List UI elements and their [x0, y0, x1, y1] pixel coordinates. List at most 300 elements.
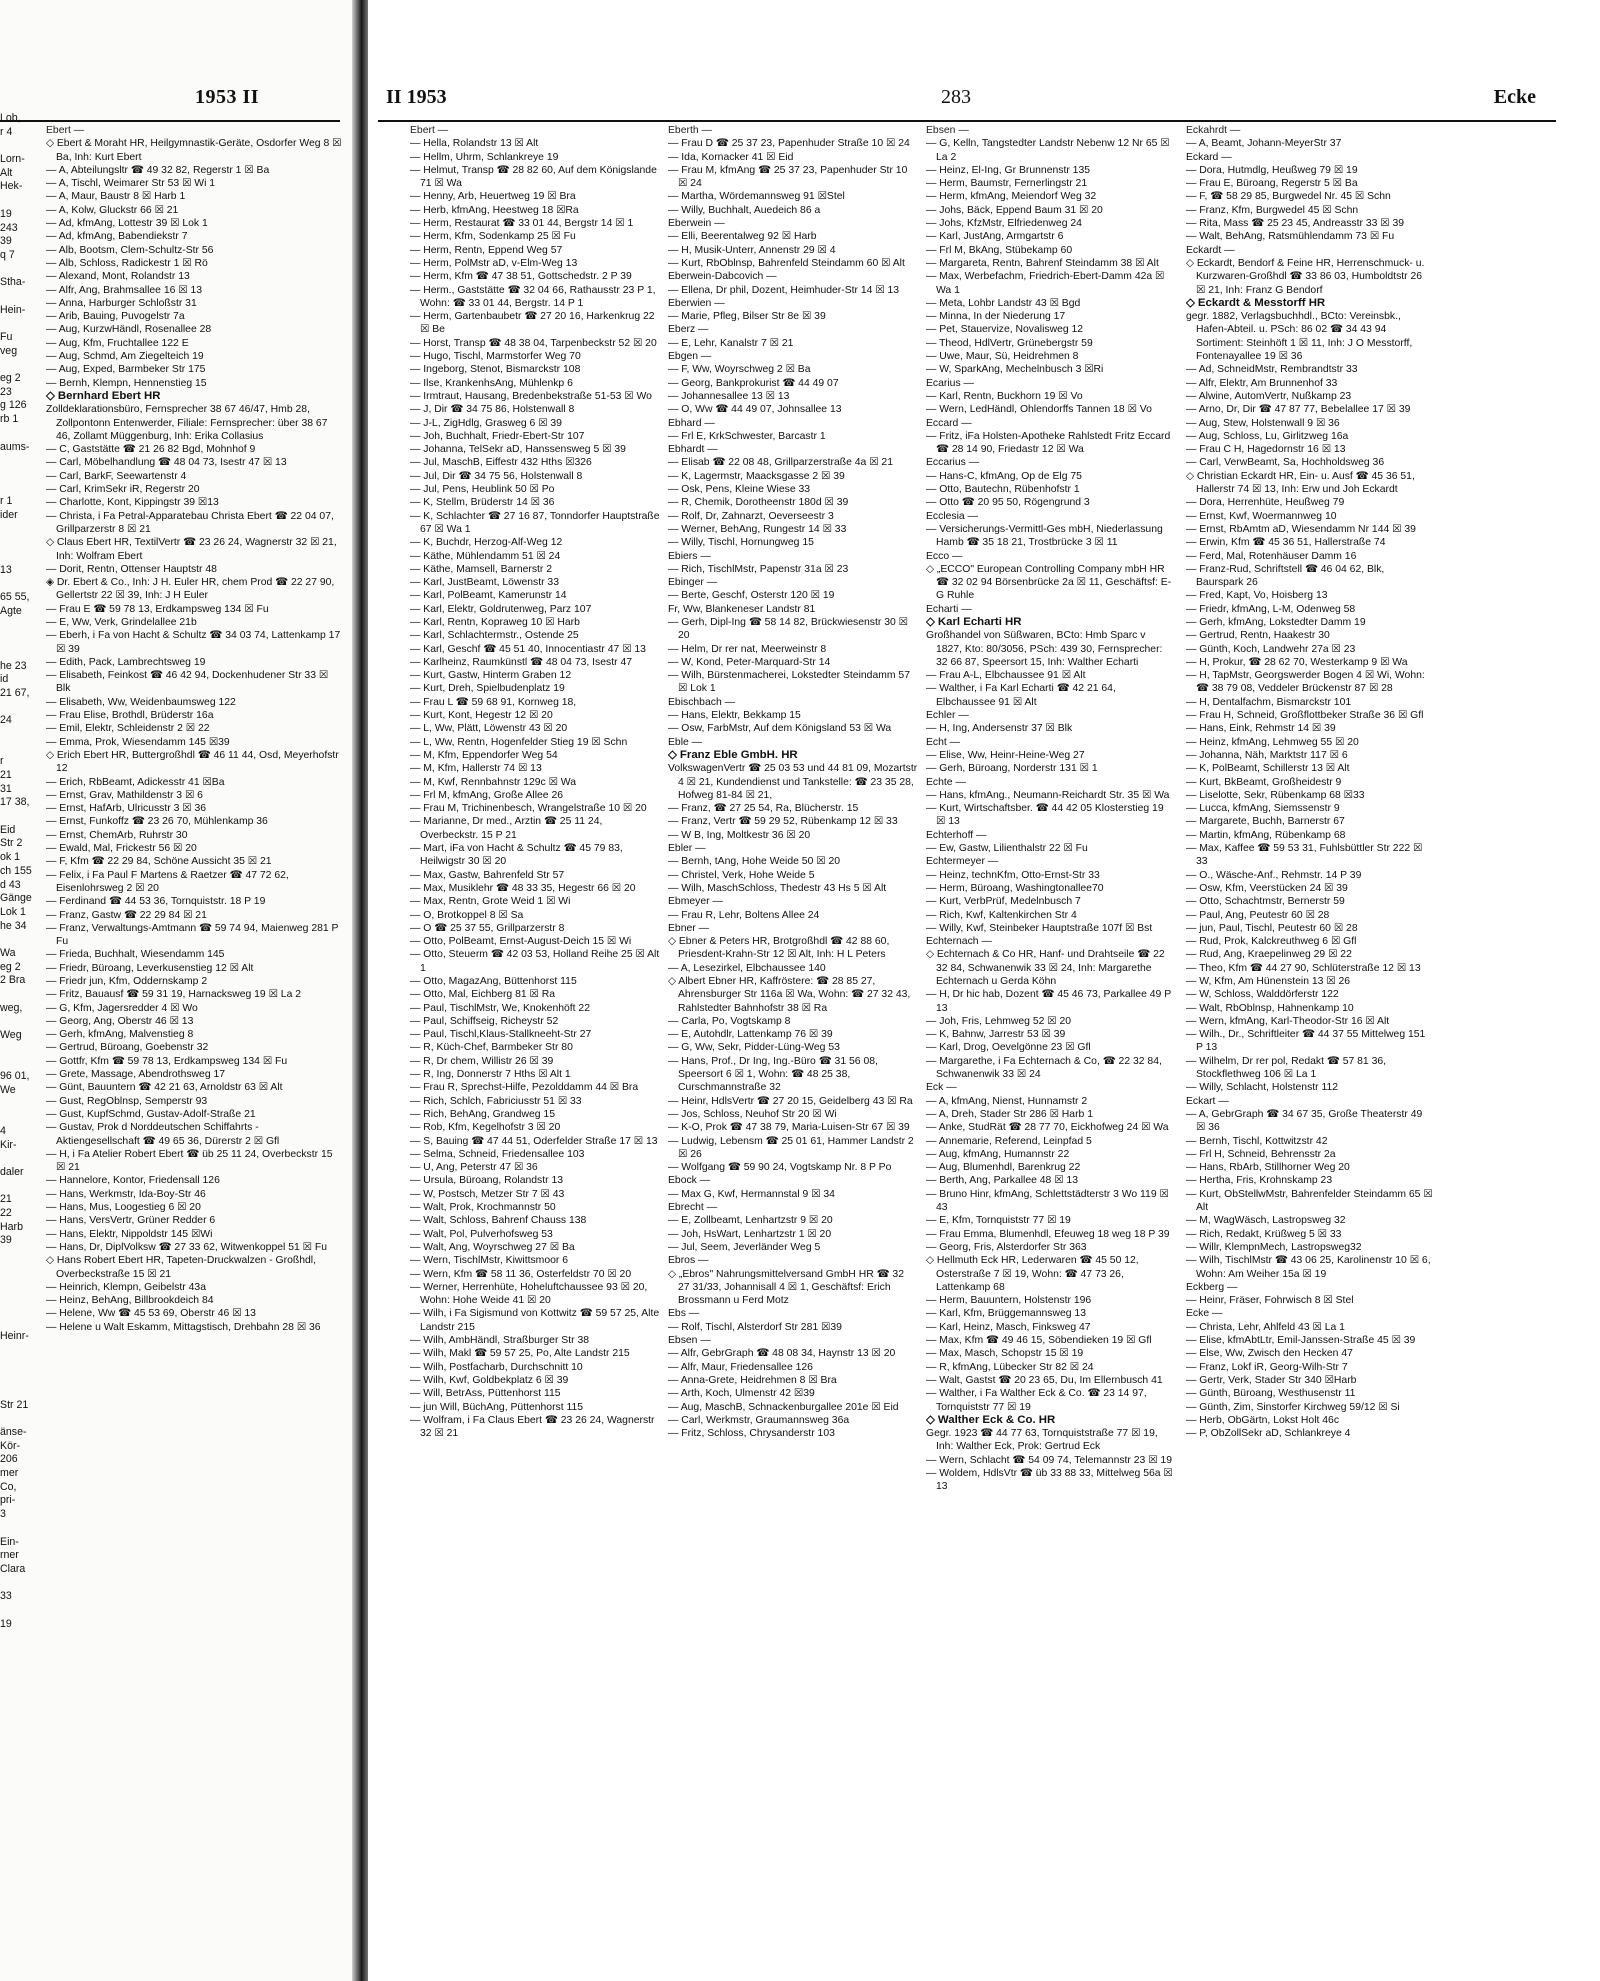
directory-entry: — Frau L ☎ 59 68 91, Kornweg 18, [410, 696, 577, 708]
directory-entry: gegr. 1882, Verlagsbuchhdl., BCto: Vereinsbk., Hafen-Abteil. u. PSch: 86 02 ☎ 34 43 94 Sortiment: Steinhöft 1 ☒ 11, Inh: J O Messtorff, Fontenayallee 19 ☒ 36 [1186, 311, 1413, 363]
directory-entry: — R, kfmAng, Lübecker Str 82 ☒ 24 [926, 1361, 1094, 1373]
right-header-rule [378, 120, 1556, 122]
directory-entry: — Kurt, Kont, Hegestr 12 ☒ 20 [410, 710, 553, 722]
directory-entry: — Walt, Schloss, Bahrenf Chauss 138 [410, 1215, 587, 1227]
margin-fragment: rner [0, 1549, 19, 1562]
directory-entry: Ebhard — [668, 417, 715, 429]
directory-entry: — Herm, Kfm, Sodenkamp 25 ☒ Fu [410, 231, 576, 243]
directory-entry: Eberwein-Dabcovich — [668, 271, 777, 283]
directory-entry: — W, Schloss, Walddörferstr 122 [1186, 989, 1339, 1001]
directory-entry: — Herm, Bauuntern, Holstenstr 196 [926, 1295, 1092, 1307]
directory-entry: — E, Lehr, Kanalstr 7 ☒ 21 [668, 337, 794, 349]
directory-entry: Eberz — [668, 324, 709, 336]
directory-column-3 [926, 124, 1174, 1494]
directory-entry: VolkswagenVertr ☎ 25 03 53 und 44 81 09, Mozartstr 4 ☒ 21, Kundendienst und Tankstelle: ☎ 23 35 28, Hofweg 81-84 ☒ 21, [668, 763, 918, 801]
directory-entry: Eccard — [926, 417, 972, 429]
directory-entry: — Gust, KupfSchmd, Gustav-Adolf-Straße 21 [46, 1108, 256, 1120]
directory-entry: — Uwe, Maur, Sü, Heidrehmen 8 [926, 351, 1079, 363]
directory-entry: — Wilh, AmbHändl, Straßburger Str 38 [410, 1335, 590, 1347]
directory-entry: ◇ Ebner & Peters HR, Brotgroßhdl ☎ 42 88 60, Priesdent-Krahn-Str 12 ☒ Alt, Inh: H L Peters [668, 936, 890, 961]
directory-entry: — Liselotte, Sekr, Rübenkamp 68 ☒33 [1186, 789, 1365, 801]
left-header-rule [0, 120, 340, 122]
directory-entry: — O, Ww ☎ 44 49 07, Johnsallee 13 [668, 404, 842, 416]
directory-entry: Gegr. 1923 ☎ 44 77 63, Tornquiststraße 77 ☒ 19, Inh: Walther Eck, Prok: Gertrud Eck [926, 1428, 1158, 1453]
directory-entry: — Emma, Prok, Wiesendamm 145 ☒39 [46, 736, 230, 748]
margin-fragment [0, 317, 42, 331]
directory-entry: — Alwine, AutomVertr, Nußkamp 23 [1186, 390, 1352, 402]
directory-entry: Eble — [668, 736, 703, 748]
margin-fragment: weg, [0, 1001, 23, 1014]
directory-entry: — Wern, Schlacht ☎ 54 09 74, Telemannstr 23 ☒ 19 [926, 1454, 1172, 1466]
directory-entry: — Carl, Möbelhandlung ☎ 48 04 73, Isestr 47 ☒ 13 [46, 457, 287, 469]
directory-entry: — Frau A-L, Elbchaussee 91 ☒ Alt [926, 670, 1086, 682]
directory-entry: — Erich, RbBeamt, Adickesstr 41 ☒Ba [46, 776, 225, 788]
directory-entry: — Heinrich, Klempn, Geibelstr 43a [46, 1281, 206, 1293]
margin-fragment [0, 1358, 42, 1372]
directory-entry: — Aug, Kfm, Fruchtallee 122 E [46, 337, 189, 349]
directory-entry: — Käthe, Mühlendamm 51 ☒ 24 [410, 550, 561, 562]
directory-entry: — Günth, Koch, Landwehr 27a ☒ 23 [1186, 643, 1356, 655]
directory-entry: Eckart — [1186, 1095, 1229, 1107]
directory-entry: — jun Will, BüchAng, Püttenhorst 115 [410, 1401, 584, 1413]
directory-entry: — Anna-Grete, Heidrehmen 8 ☒ Bra [668, 1374, 837, 1386]
margin-fragment: Str 2 [0, 837, 23, 850]
directory-entry: — Günth, Zim, Sinstorfer Kirchweg 59/12 ☒ Si [1186, 1401, 1400, 1413]
directory-entry: — E, Autohdlr, Lattenkamp 76 ☒ 39 [668, 1029, 833, 1041]
directory-entry: — Herm, kfmAng, Meiendorf Weg 32 [926, 191, 1097, 203]
margin-fragment [0, 933, 42, 947]
margin-fragment: 21 [0, 1193, 12, 1206]
directory-entry: Großhandel von Süßwaren, BCto: Hmb Sparc v 1827, Kto: 80/3056, PSch: 439 30, Fernsprecher: 32 66 87, Speersort 15, Inh: Walther Echarti [926, 630, 1163, 668]
directory-entry: — Karl, Elektr, Goldrutenweg, Parz 107 [410, 603, 592, 615]
directory-entry: — H, i Fa Atelier Robert Ebert ☎ üb 25 11 24, Overbeckstr 15 ☒ 21 [46, 1148, 333, 1174]
directory-entry: — H, Prokur, ☎ 28 62 70, Westerkamp 9 ☒ Wa [1186, 656, 1408, 668]
directory-entry: — Heinz, kfmAng, Lehmweg 55 ☒ 20 [1186, 736, 1359, 748]
margin-fragment [0, 454, 42, 468]
directory-entry: — Hertha, Fris, Krohnskamp 23 [1186, 1175, 1333, 1187]
margin-fragment [0, 358, 42, 372]
directory-entry: — Ida, Kornacker 41 ☒ Eid [668, 151, 794, 163]
directory-entry: ◇ Hellmuth Eck HR, Lederwaren ☎ 45 50 12, Osterstraße 7 ☒ 19, Wohn: ☎ 47 73 26, Lattenkamp 68 [926, 1255, 1139, 1293]
directory-entry: ◇ Eckardt & Messtorff HR [1186, 296, 1326, 309]
directory-entry: Echtermeyer — [926, 856, 999, 868]
directory-entry: — Rob, Kfm, Kegelhofstr 3 ☒ 20 [410, 1122, 561, 1134]
right-page-header [386, 86, 1536, 116]
directory-entry: — K, Bahnw, Jarrestr 53 ☒ 39 [926, 1029, 1066, 1041]
margin-fragment: eg 2 [0, 372, 21, 385]
margin-fragment: ider [0, 508, 18, 521]
directory-entry: — H, Dentalfachm, Bismarckstr 101 [1186, 696, 1352, 708]
directory-column-2 [668, 124, 918, 1440]
directory-entry: — Will, BetrAss, Püttenhorst 115 [410, 1388, 561, 1400]
margin-fragment: Eid [0, 823, 16, 836]
directory-entry: — Osw, Kfm, Veerstücken 24 ☒ 39 [1186, 882, 1348, 894]
directory-entry: — Franz, Kfm, Burgwedel 45 ☒ Schn [1186, 204, 1359, 216]
directory-entry: — Wilh, Makl ☎ 59 57 25, Po, Alte Landstr 215 [410, 1348, 630, 1360]
directory-entry: — Fritz, Schloss, Chrysanderstr 103 [668, 1428, 835, 1440]
margin-fragment: g 126 [0, 399, 27, 412]
directory-entry: — Woldem, HdlsVtr ☎ üb 33 88 33, Mittelweg 56a ☒ 13 [926, 1467, 1173, 1493]
margin-fragment [0, 1111, 42, 1125]
directory-entry: — Edith, Pack, Lambrechtsweg 19 [46, 656, 206, 668]
margin-fragment: r 1 [0, 495, 13, 508]
margin-fragment: aums- [0, 440, 30, 453]
directory-entry: — Max, Musiklehr ☎ 48 33 35, Hegestr 66 ☒ 20 [410, 882, 636, 894]
directory-entry: — Rolf, Dr, Zahnarzt, Oeverseestr 3 [668, 510, 834, 522]
margin-fragment: 4 [0, 1124, 6, 1137]
directory-entry: Echt — [926, 736, 961, 748]
margin-fragment [0, 427, 42, 441]
directory-entry: Ecarius — [926, 377, 974, 389]
directory-entry: — Hella, Rolandstr 13 ☒ Alt [410, 138, 539, 150]
directory-entry: — Dorit, Rentn, Ottenser Hauptstr 48 [46, 563, 217, 575]
directory-entry: — Meta, Lohbr Landstr 43 ☒ Bgd [926, 297, 1081, 309]
directory-entry: — H, TapMstr, Georgswerder Bogen 4 ☒ Wi, Wohn: ☎ 38 79 08, Veddeler Brückenstr 87 ☒ 28 [1186, 670, 1425, 695]
directory-entry: — Frau E ☎ 59 78 13, Erdkampsweg 134 ☒ Fu [46, 603, 269, 615]
margin-fragment [0, 1015, 42, 1029]
directory-entry: — Fritz, Bauausf ☎ 59 31 19, Harnacksweg 19 ☒ La 2 [46, 989, 302, 1001]
margin-fragment: 19 [0, 207, 12, 220]
directory-column-4 [1186, 124, 1434, 1440]
directory-entry: — Wern, LedHändl, Ohlendorffs Tannen 18 ☒ Vo [926, 404, 1152, 416]
directory-entry: — Gottfr, Kfm ☎ 59 78 13, Erdkampsweg 134 ☒ Fu [46, 1055, 288, 1067]
margin-fragment: 17 38, [0, 796, 30, 809]
directory-entry: — Kurt, Wirtschaftsber. ☎ 44 42 05 Klosterstieg 19 ☒ 13 [926, 803, 1164, 828]
directory-entry: — Gertrud, Rentn, Haakestr 30 [1186, 630, 1330, 642]
margin-fragment: änse- [0, 1426, 27, 1438]
directory-entry: — U, Ang, Peterstr 47 ☒ 36 [410, 1162, 538, 1174]
directory-entry: — Gerh, Büroang, Norderstr 131 ☒ 1 [926, 763, 1098, 775]
directory-entry: Eckardt — [1186, 244, 1235, 256]
header-running-word: Ecke [1493, 86, 1536, 108]
margin-fragment: Agte [0, 604, 22, 617]
directory-entry: — Else, Ww, Zwisch den Hecken 47 [1186, 1348, 1353, 1360]
directory-entry: — Gerh, kfmAng, Malvenstieg 8 [46, 1029, 194, 1041]
directory-entry: Ebner — [668, 922, 710, 934]
directory-entry: — Franz, Vertr ☎ 59 29 52, Rübenkamp 12 ☒ 33 [668, 816, 898, 828]
directory-entry: — Osk, Pens, Kleine Wiese 33 [668, 484, 811, 496]
directory-entry: — Horst, Transp ☎ 48 38 04, Tarpenbeckstr 52 ☒ 20 [410, 337, 657, 349]
directory-entry: — A, Beamt, Johann-MeyerStr 37 [1186, 138, 1342, 150]
column-head: Ebsen — [926, 125, 969, 136]
margin-fragment: 21 67, [0, 686, 30, 699]
directory-entry: — Margarete, Buchh, Barnerstr 67 [1186, 816, 1345, 828]
directory-entry: — Friedr, Büroang, Leverkusenstieg 12 ☒ Alt [46, 962, 254, 974]
left-page-header: 1953 II [195, 86, 260, 108]
margin-fragment [0, 1317, 42, 1331]
directory-entry: — Willy, Buchhalt, Auedeich 86 a [668, 204, 821, 216]
directory-entry: — Ewald, Mal, Frickestr 56 ☒ 20 [46, 843, 197, 855]
directory-entry: — Heinr, HdlsVertr ☎ 27 20 15, Geidelberg 43 ☒ Ra [668, 1095, 913, 1107]
left-page-column [46, 124, 342, 1334]
directory-entry: — Rich, TischlMstr, Papenstr 31a ☒ 23 [668, 563, 849, 575]
directory-entry: — Karl, Drog, Oevelgönne 23 ☒ Gfl [926, 1042, 1091, 1054]
directory-entry: — Kurt, ObStellwMstr, Bahrenfelder Steindamm 65 ☒ Alt [1186, 1188, 1433, 1214]
directory-entry: — Marianne, Dr med., Arztin ☎ 25 11 24, Overbeckstr. 15 P 21 [410, 816, 603, 841]
directory-entry: — Otto, Schachtmstr, Bernerstr 59 [1186, 896, 1345, 908]
directory-entry: — J-L, ZigHdlg, Grasweg 6 ☒ 39 [410, 417, 562, 429]
directory-entry: — Walt, Ang, Woyrschweg 27 ☒ Ba [410, 1241, 575, 1253]
directory-entry: — O ☎ 25 37 55, Grillparzerstr 8 [410, 922, 565, 934]
directory-entry: Ecclesia — [926, 510, 978, 522]
directory-entry: — Hans, kfmAng., Neumann-Reichardt Str. 35 ☒ Wa [926, 789, 1170, 801]
directory-entry: — Osw, FarbMstr, Auf dem Königsland 53 ☒ Wa [668, 723, 892, 735]
directory-entry: — Versicherungs-Vermittl-Ges mbH, Niederlassung Hamb ☎ 35 18 21, Trostbrücke 3 ☒ 11 [926, 523, 1163, 549]
directory-entry: — Ludwig, Lebensm ☎ 25 01 61, Hammer Landstr 2 ☒ 26 [668, 1135, 914, 1160]
column-head: Eckahrdt — [1186, 125, 1241, 136]
margin-fragment: q 7 [0, 248, 15, 261]
directory-entry: — Ew, Gastw, Lilienthalstr 22 ☒ Fu [926, 843, 1088, 855]
directory-entry: — O., Wäsche-Anf., Rehmstr. 14 P 39 [1186, 869, 1362, 881]
directory-entry: — Felix, i Fa Paul F Martens & Raetzer ☎ 47 72 62, Eisenlohrsweg 2 ☒ 20 [46, 869, 289, 894]
directory-entry: Echternach — [926, 936, 992, 948]
directory-entry: — Fritz, iFa Holsten-Apotheke Rahlstedt Fritz Eccard ☎ 28 14 90, Friedastr 12 ☒ Wa [926, 430, 1171, 456]
margin-fragment: 206 [0, 1453, 18, 1466]
directory-entry: — Otto, PolBeamt, Ernst-August-Deich 15 ☒ Wi [410, 936, 632, 948]
directory-entry: — Walther, i Fa Karl Echarti ☎ 42 21 64, Elbchaussee 91 ☒ Alt [926, 683, 1116, 708]
directory-entry: — Herb, kfmAng, Heestweg 18 ☒Ra [410, 204, 579, 216]
directory-entry: — Franz-Rud, Schriftstell ☎ 46 04 62, Blk, Baurspark 26 [1186, 563, 1385, 589]
column-head: Ebert — [46, 125, 85, 136]
directory-entry: — Willy, Kwf, Steinbeker Hauptstraße 107f ☒ Bst [926, 922, 1153, 934]
directory-entry: — Fred, Kapt, Vo, Hoisberg 13 [1186, 590, 1328, 602]
directory-entry: — K, Stellm, Brüderstr 14 ☒ 36 [410, 497, 555, 509]
left-margin-fragments [0, 112, 42, 1631]
directory-entry: — Frl H, Schneid, Behrensstr 2a [1186, 1148, 1336, 1160]
margin-fragment: Kör- [0, 1439, 21, 1452]
margin-fragment [0, 1412, 42, 1426]
directory-entry: Eberwien — [668, 297, 725, 309]
directory-entry: — Elisabeth, Ww, Weidenbaumsweg 122 [46, 696, 236, 708]
directory-entry: — Hans, Mus, Loogestieg 6 ☒ 20 [46, 1202, 201, 1214]
margin-fragment: Kir- [0, 1138, 17, 1151]
directory-entry: — Paul, TischlMstr, We, Knokenhöft 22 [410, 1002, 590, 1014]
directory-entry: Eckard — [1186, 151, 1232, 163]
directory-entry: — Aug, kfmAng, Humannstr 22 [926, 1148, 1070, 1160]
margin-fragment [0, 536, 42, 550]
directory-entry: Eck — [926, 1082, 957, 1094]
directory-entry: — Herm., Gaststätte ☎ 32 04 66, Rathausstr 23 P 1, Wohn: ☎ 33 01 44, Bergstr. 14 P 1 [410, 284, 656, 309]
directory-entry: ◇ Karl Echarti HR [926, 615, 1022, 628]
margin-fragment [0, 1577, 42, 1591]
directory-entry: — Rich, Redakt, Krüßweg 5 ☒ 33 [1186, 1228, 1342, 1240]
margin-fragment [0, 1056, 42, 1070]
margin-fragment: 243 [0, 221, 18, 234]
directory-entry: — Gertr, Verk, Stader Str 340 ☒Harb [1186, 1374, 1357, 1386]
directory-entry: — Max, Masch, Schopstr 15 ☒ 19 [926, 1348, 1084, 1360]
directory-entry: — H, Musik-Unterr, Annenstr 29 ☒ 4 [668, 244, 836, 256]
directory-entry: — Theo, Kfm ☎ 44 27 90, Schlüterstraße 12 ☒ 13 [1186, 962, 1421, 974]
directory-entry: — Berth, Ang, Parkallee 48 ☒ 13 [926, 1175, 1078, 1187]
entry-list [46, 137, 342, 1334]
directory-entry: Zolldeklarationsbüro, Fernsprecher 38 67 46/47, Hmb 28, Zollpontonn Entenwerder, Filiale: Fernsprecher: über 38 67 46, Zollamt Müggenburg, Inh: Erika Collasius [46, 404, 328, 442]
directory-entry: — Rud, Prok, Kalckreuthweg 6 ☒ Gfl [1186, 936, 1357, 948]
directory-entry: — Ingeborg, Stenot, Bismarckstr 108 [410, 364, 581, 376]
directory-entry: — W B, Ing, Moltkestr 36 ☒ 20 [668, 829, 811, 841]
directory-entry: Ebs — [668, 1308, 700, 1320]
margin-fragment: Ein- [0, 1535, 19, 1548]
directory-entry: — Rolf, Tischl, Alsterdorf Str 281 ☒39 [668, 1321, 842, 1333]
directory-entry: — E, Ww, Verk, Grindelallee 21b [46, 616, 197, 628]
directory-entry: — Elise, Ww, Heinr-Heine-Weg 27 [926, 749, 1085, 761]
margin-fragment: 24 [0, 714, 12, 727]
directory-entry: — Joh, Fris, Lehmweg 52 ☒ 20 [926, 1015, 1072, 1027]
directory-entry: — Franz, Verwaltungs-Amtmann ☎ 59 74 94, Maienweg 281 P Fu [46, 922, 339, 948]
margin-fragment: eg 2 [0, 960, 21, 973]
directory-entry: — Walt, Gastst ☎ 20 23 65, Du, Im Ellernbusch 41 [926, 1374, 1163, 1386]
directory-entry: — Max, Kaffee ☎ 59 53 31, Fuhlsbüttler Str 222 ☒ 33 [1186, 843, 1423, 868]
directory-entry: — Gust, RegOblnsp, Semperstr 93 [46, 1095, 208, 1107]
directory-entry: ◇ Echternach & Co HR, Hanf- und Drahtseile ☎ 22 32 84, Schwanenwik 33 ☒ 24, Inh: Margarethe Echternach u Gerda Köhn [926, 949, 1165, 987]
margin-fragment [0, 577, 42, 591]
directory-entry: — L, Ww, Plätt, Löwenstr 43 ☒ 20 [410, 723, 568, 735]
directory-entry: — Ad, kfmAng, Lottestr 39 ☒ Lok 1 [46, 218, 208, 230]
directory-entry: — Carl, VerwBeamt, Sa, Hochholdsweg 36 [1186, 457, 1385, 469]
directory-entry: — E, Zollbeamt, Lenhartzstr 9 ☒ 20 [668, 1215, 833, 1227]
directory-entry: — Hans, Elektr, Nippoldstr 145 ☒Wi [46, 1228, 213, 1240]
directory-entry: — A, Dreh, Stader Str 286 ☒ Harb 1 [926, 1108, 1093, 1120]
directory-entry: — Johs, Bäck, Eppend Baum 31 ☒ 20 [926, 204, 1103, 216]
directory-entry: — L, Ww, Rentn, Hogenfelder Stieg 19 ☒ Schn [410, 736, 628, 748]
directory-entry: — Paul, Schiffseig, Richeystr 52 [410, 1015, 559, 1027]
directory-entry: — Margareta, Rentn, Bahrenf Steindamm 38 ☒ Alt [926, 257, 1159, 269]
directory-entry: — K, Buchdr, Herzog-Alf-Weg 12 [410, 537, 563, 549]
margin-fragment [0, 701, 42, 715]
directory-entry: — Georg, Ang, Oberstr 46 ☒ 13 [46, 1015, 194, 1027]
directory-entry: Fr, Ww, Blankeneser Landstr 81 [668, 603, 816, 615]
directory-entry: — Wern, kfmAng, Karl-Theodor-Str 16 ☒ Alt [1186, 1015, 1390, 1027]
directory-entry: — G, Ww, Sekr, Pidder-Lüng-Weg 53 [668, 1042, 840, 1054]
directory-entry: — Ferd, Mal, Rotenhäuser Damm 16 [1186, 550, 1357, 562]
directory-entry: — Kurt, Gastw, Hinterm Graben 12 [410, 670, 572, 682]
directory-entry: — Lucca, kfmAng, Siemssenstr 9 [1186, 803, 1340, 815]
directory-entry: — A, Maur, Baustr 8 ☒ Harb 1 [46, 191, 186, 203]
directory-entry: — Günt, Bauuntern ☎ 42 21 63, Arnoldstr 63 ☒ Alt [46, 1082, 283, 1094]
directory-entry: — Christa, Lehr, Ahlfeld 43 ☒ La 1 [1186, 1321, 1345, 1333]
directory-entry: — Hans-C, kfmAng, Op de Elg 75 [926, 470, 1082, 482]
margin-fragment [0, 1152, 42, 1166]
directory-entry: — Johanna, TelSekr aD, Hanssensweg 5 ☒ 39 [410, 444, 626, 456]
directory-entry: ◇ Christian Eckardt HR, Ein- u. Ausf ☎ 45 36 51, Hallerstr 74 ☒ 13, Inh: Erw und Joh Eckardt [1186, 470, 1415, 496]
entry-list [668, 137, 918, 1440]
margin-fragment: Lob, [0, 112, 21, 124]
directory-entry: — Arno, Dr, Dir ☎ 47 87 77, Bebelallee 17 ☒ 39 [1186, 404, 1411, 416]
directory-entry: — Frau R, Lehr, Boltens Allee 24 [668, 909, 820, 921]
margin-fragment [0, 810, 42, 824]
directory-entry: — Johanna, Näh, Marktstr 117 ☒ 6 [1186, 749, 1348, 761]
directory-entry: — Karl, Heinz, Masch, Finksweg 47 [926, 1321, 1091, 1333]
directory-entry: — Charlotte, Kont, Kippingstr 39 ☒13 [46, 497, 219, 509]
margin-fragment [0, 194, 42, 208]
directory-entry: — Werner, Herrenhüte, Hoheluftchaussee 93 ☒ 20, Wohn: Hohe Weide 41 ☒ 20 [410, 1281, 648, 1307]
margin-fragment: rb 1 [0, 413, 19, 426]
directory-entry: — Karl, Geschf ☎ 45 51 40, Innocentiastr 47 ☒ 13 [410, 643, 646, 655]
entry-list [1186, 137, 1434, 1440]
margin-fragment [0, 618, 42, 632]
directory-entry: ◇ Albert Ebner HR, Kaffröstere: ☎ 28 85 27, Ahrensburger Str 116a ☒ Wa, Wohn: ☎ 27 32 43, Rahlstedter Bahnhofstr 38 ☒ Ra [668, 976, 911, 1014]
header-volume-year: II 1953 [386, 86, 447, 108]
directory-entry: — Heinr, Fräser, Fohrwisch 8 ☒ Stel [1186, 1295, 1354, 1307]
directory-entry: — K, Schlachter ☎ 27 16 87, Tonndorfer Hauptstraße 67 ☒ Wa 1 [410, 510, 660, 535]
margin-fragment [0, 632, 42, 646]
directory-entry: — R, Ing, Donnerstr 7 Hths ☒ Alt 1 [410, 1069, 571, 1081]
directory-entry: — Max, Rentn, Grote Weid 1 ☒ Wi [410, 896, 571, 908]
directory-entry: — Aug, Blumenhdl, Barenkrug 22 [926, 1162, 1081, 1174]
margin-fragment [0, 1043, 42, 1057]
directory-entry: — Elise, kfmAbtLtr, Emil-Janssen-Straße 45 ☒ 39 [1186, 1335, 1416, 1347]
directory-entry: — Frieda, Buchhalt, Wiesendamm 145 [46, 949, 225, 961]
directory-entry: — Hans, Dr, DiplVolksw ☎ 27 33 62, Witwenkoppel 51 ☒ Fu [46, 1241, 327, 1253]
directory-entry: — Herm, Rentn, Eppend Weg 57 [410, 244, 563, 256]
directory-entry: — Rita, Mass ☎ 25 23 45, Andreasstr 33 ☒ 39 [1186, 218, 1405, 230]
directory-entry: — Walther, i Fa Walther Eck & Co. ☎ 23 14 97, Tornquiststr 77 ☒ 19 [926, 1388, 1147, 1413]
directory-entry: — Bernh, tAng, Hohe Weide 50 ☒ 20 [668, 856, 841, 868]
directory-entry: — Max, Gastw, Bahrenfeld Str 57 [410, 869, 565, 881]
directory-entry: — Christel, Verk, Hohe Weide 5 [668, 869, 815, 881]
directory-entry: — Ad, SchneidMstr, Rembrandtstr 33 [1186, 364, 1358, 376]
right-page [368, 0, 1600, 1981]
directory-entry: — A, Abteilungsltr ☎ 49 32 82, Regerstr 1 ☒ Ba [46, 164, 270, 176]
directory-entry: — Alfr, GebrGraph ☎ 48 08 34, Haynstr 13 ☒ 20 [668, 1348, 896, 1360]
directory-entry: — Alfr, Maur, Friedensallee 126 [668, 1361, 813, 1373]
directory-entry: — Willy, Tischl, Hornungweg 15 [668, 537, 814, 549]
directory-entry: — Aug, Stew, Holstenwall 9 ☒ 36 [1186, 417, 1340, 429]
directory-entry: — Karl, JustAng, Armgartstr 6 [926, 231, 1064, 243]
directory-entry: — Ilse, KrankenhsAng, Mühlenkp 6 [410, 377, 573, 389]
directory-entry: — O, Brotkoppel 8 ☒ Sa [410, 909, 524, 921]
directory-entry: — W, SparkAng, Mechelnbusch 3 ☒Ri [926, 364, 1104, 376]
directory-entry: — Walt, Prok, Krochmannstr 50 [410, 1202, 556, 1214]
directory-entry: — Elisab ☎ 22 08 48, Grillparzerstraße 4a ☒ 21 [668, 457, 893, 469]
directory-entry: Ebhardt — [668, 444, 718, 456]
directory-entry: — Aug, Exped, Barmbeker Str 175 [46, 364, 206, 376]
margin-fragment: d 43 [0, 878, 21, 891]
directory-entry: — Herm, Kfm ☎ 47 38 51, Gottschedstr. 2 P 39 [410, 271, 632, 283]
directory-entry: — Wilh, i Fa Sigismund von Kottwitz ☎ 59 57 25, Alte Landstr 215 [410, 1308, 660, 1333]
directory-entry: — Carla, Po, Vogtskamp 8 [668, 1015, 791, 1027]
directory-entry: ◇ Bernhard Ebert HR [46, 389, 161, 402]
directory-entry: — M, Kwf, Rennbahnstr 129c ☒ Wa [410, 776, 577, 788]
directory-entry: — Alb, Schloss, Radickestr 1 ☒ Rö [46, 257, 208, 269]
directory-entry: — Walt, RbOblnsp, Hahnenkamp 10 [1186, 1002, 1354, 1014]
directory-entry: — Frau Elise, Brothdl, Brüderstr 16a [46, 710, 214, 722]
directory-entry: — Herm, Restaurat ☎ 33 01 44, Bergstr 14 ☒ 1 [410, 218, 634, 230]
margin-fragment [0, 646, 42, 660]
margin-fragment: 2 Bra [0, 974, 26, 987]
margin-fragment: Wa [0, 946, 16, 959]
directory-entry: ◇ Franz Eble GmbH. HR [668, 748, 798, 761]
directory-entry: — G, Kfm, Jagersredder 4 ☒ Wo [46, 1002, 198, 1014]
book-gutter [352, 0, 368, 1981]
directory-entry: — Ernst, Kwf, Woermannweg 10 [1186, 510, 1337, 522]
margin-fragment: 96 01, [0, 1070, 30, 1083]
directory-entry: — Georg, Bankprokurist ☎ 44 49 07 [668, 377, 839, 389]
directory-entry: — A, kfmAng, Nienst, Hunnamstr 2 [926, 1095, 1088, 1107]
left-page [0, 0, 356, 1981]
directory-entry: — Helene u Walt Eskamm, Mittagstisch, Drehbahn 28 ☒ 36 [46, 1321, 321, 1333]
margin-fragment [0, 523, 42, 537]
margin-fragment [0, 290, 42, 304]
directory-entry: — Ernst, HafArb, Ulricusstr 3 ☒ 36 [46, 803, 207, 815]
directory-entry: — Karl, Kfm, Brüggemannsweg 13 [926, 1308, 1086, 1320]
directory-entry: — Walt, Pol, Pulverhofsweg 53 [410, 1228, 553, 1240]
directory-entry: — Eberh, i Fa von Hacht & Schultz ☎ 34 03 74, Lattenkamp 17 ☒ 39 [46, 630, 341, 655]
directory-entry: — Anke, StudRät ☎ 28 77 70, Eickhofweg 24 ☒ Wa [926, 1122, 1169, 1134]
directory-entry: ◈ Dr. Ebert & Co., Inh: J H. Euler HR, chem Prod ☎ 22 27 90, Gellertstr 22 ☒ 39, Inh: J H Euler [46, 577, 335, 602]
directory-entry: — Ellena, Dr phil, Dozent, Heimhuder-Str 14 ☒ 13 [668, 284, 900, 296]
directory-entry: — W, Kfm, Am Hünenstein 13 ☒ 26 [1186, 976, 1351, 987]
directory-entry: — Karl, Rentn, Buckhorn 19 ☒ Vo [926, 390, 1083, 402]
